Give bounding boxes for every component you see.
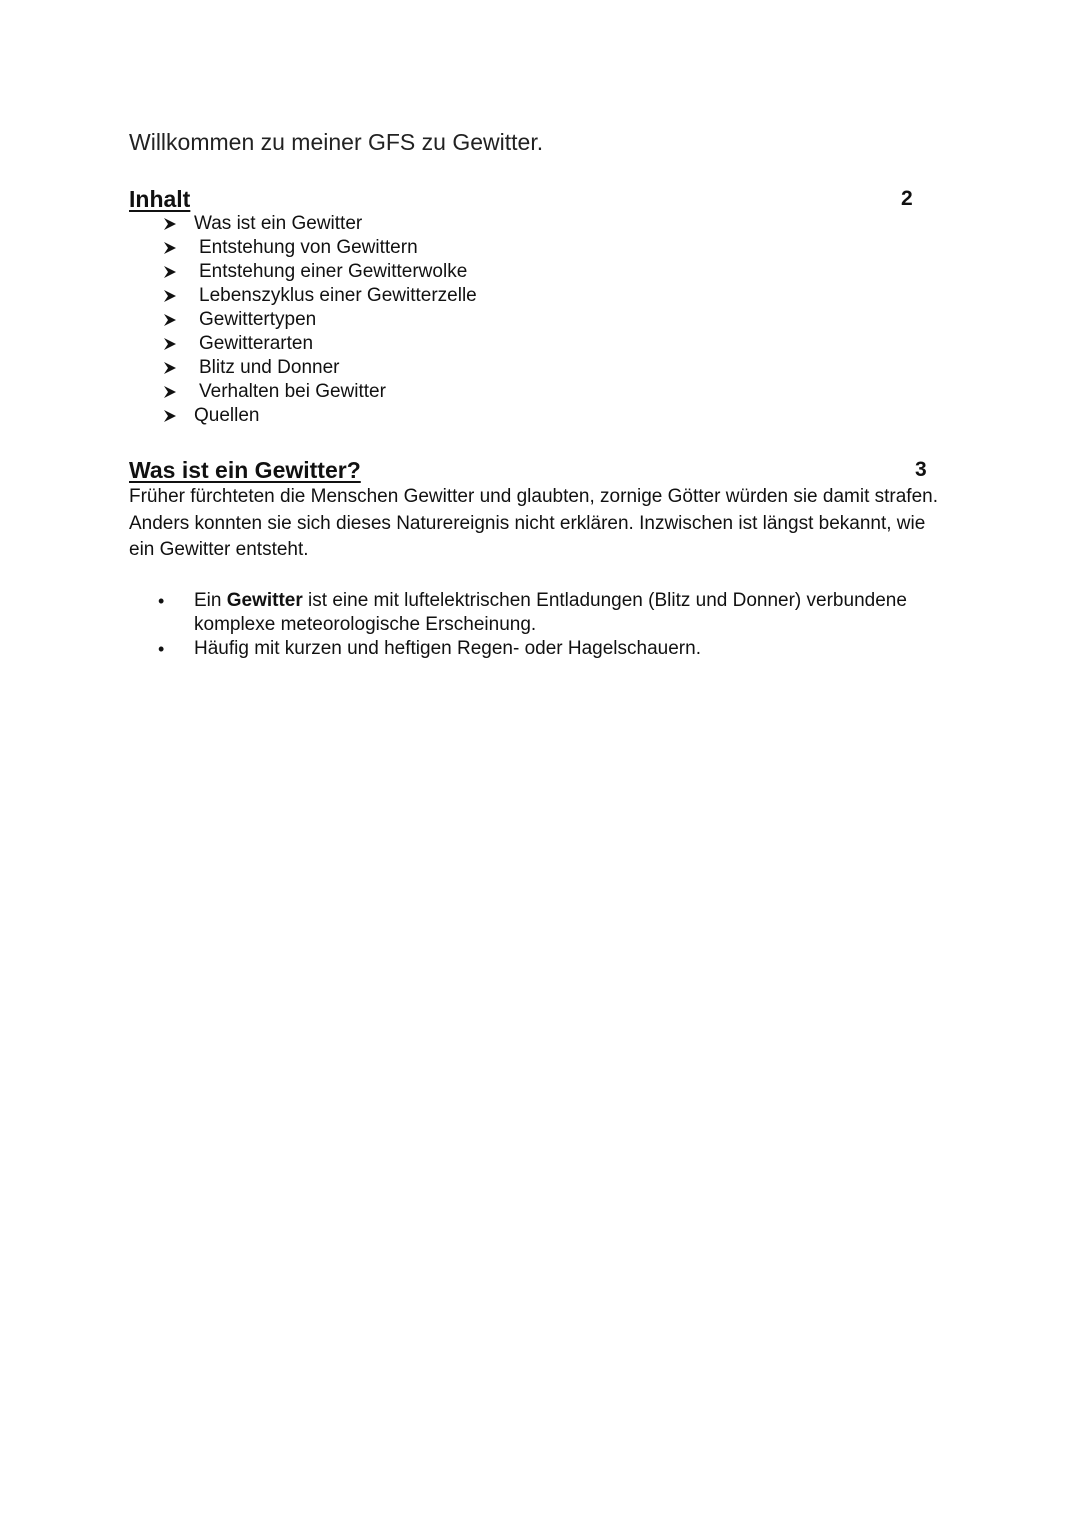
- toc-item: [163, 260, 477, 284]
- bullet-item: [158, 637, 978, 661]
- arrowhead-bullet-icon: [163, 212, 177, 236]
- bullet-text-prefix: Ein: [194, 590, 227, 611]
- arrowhead-bullet-icon: [163, 284, 177, 308]
- bullet-text-bold: Gewitter: [226, 590, 303, 611]
- definition-bullet-list: [158, 589, 978, 661]
- section-heading: Was ist ein Gewitter?: [129, 457, 361, 483]
- toc-item: [163, 380, 477, 404]
- toc-item-label: Verhalten bei Gewitter: [199, 381, 386, 402]
- welcome-line: Willkommen zu meiner GFS zu Gewitter.: [129, 129, 544, 155]
- toc-heading: Inhalt: [129, 186, 191, 212]
- toc-item-label: Gewitterarten: [199, 333, 314, 354]
- toc-item: [163, 284, 477, 308]
- toc-list: [163, 212, 477, 428]
- arrowhead-bullet-icon: [163, 356, 177, 380]
- toc-item-label: Quellen: [194, 405, 260, 426]
- arrowhead-bullet-icon: [163, 404, 177, 428]
- arrowhead-bullet-icon: [163, 260, 177, 284]
- bullet-text-prefix: Häufig mit kurzen und heftigen Regen- oder Hagelschauern.: [194, 638, 701, 659]
- arrowhead-bullet-icon: [163, 236, 177, 260]
- section-page-number: 3: [915, 458, 927, 481]
- intro-paragraph: Früher fürchteten die Menschen Gewitter und glaubten, zornige Götter würden sie damit strafen. Anders konnten sie sich dieses Naturereignis nicht erklären. Inzwischen ist längst bekannt, wie ein Gewitter entsteht.: [129, 486, 938, 560]
- toc-item: [163, 356, 477, 380]
- bullet-dot-icon: •: [158, 639, 165, 659]
- toc-item: [163, 212, 477, 236]
- bullet-item: [158, 589, 978, 637]
- toc-item-label: Entstehung von Gewittern: [199, 237, 418, 258]
- toc-item-label: Gewittertypen: [199, 309, 317, 330]
- toc-item-label: Was ist ein Gewitter: [194, 213, 363, 234]
- bullet-dot-icon: •: [158, 591, 165, 611]
- toc-item-label: Entstehung einer Gewitterwolke: [199, 261, 468, 282]
- toc-item: [163, 332, 477, 356]
- toc-item-label: Blitz und Donner: [199, 357, 340, 378]
- section-header: [129, 455, 929, 485]
- toc-header: [129, 184, 929, 214]
- toc-item: [163, 236, 477, 260]
- toc-item: [163, 308, 477, 332]
- toc-item: [163, 404, 477, 428]
- arrowhead-bullet-icon: [163, 308, 177, 332]
- arrowhead-bullet-icon: [163, 380, 177, 404]
- toc-item-label: Lebenszyklus einer Gewitterzelle: [199, 285, 477, 306]
- bullet-text-suffix: ist eine mit luftelektrischen Entladungen (Blitz und Donner) verbundene komplexe meteorologische Erscheinung.: [194, 590, 907, 635]
- arrowhead-bullet-icon: [163, 332, 177, 356]
- toc-page-number: 2: [901, 187, 913, 210]
